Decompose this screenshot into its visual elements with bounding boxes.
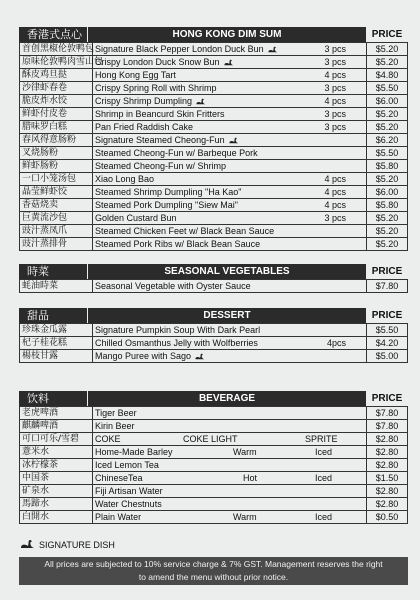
vegetables-header (19, 264, 408, 279)
beverage-options (95, 446, 364, 458)
item-price: $2.80 (367, 485, 408, 498)
menu-row (20, 350, 408, 363)
dim-sum-header (19, 27, 408, 42)
item-quantity: 3 pcs (324, 57, 346, 67)
menu-row (20, 173, 408, 186)
item-chinese-name: 鲜虾肠粉 (20, 160, 93, 173)
item-english-name: Steamed Shrimp Dumpling "Ha Kao" (95, 187, 242, 197)
beverage-option: Warm (233, 447, 257, 457)
beverage-option: Warm (233, 512, 257, 522)
menu-row (20, 160, 408, 173)
menu-row (20, 108, 408, 121)
vegetables-table (19, 279, 408, 293)
swan-icon (223, 59, 234, 66)
item-english-name: Steamed Cheong-Fun w/ Shrimp (95, 161, 227, 171)
item-chinese-name: 薏米水 (20, 446, 93, 459)
beverage-options (95, 433, 364, 445)
item-chinese-name: 香菇烧卖 (20, 199, 93, 212)
item-chinese-name: 一口小笼汤包 (20, 173, 93, 186)
item-quantity: 3 pcs (324, 122, 346, 132)
item-price: $5.20 (367, 238, 408, 251)
signature-legend (19, 539, 115, 551)
item-price: $2.80 (367, 459, 408, 472)
service-charge-note (19, 557, 408, 585)
dim-sum-section (19, 27, 408, 251)
menu-row (20, 212, 408, 225)
item-chinese-name: 腊味罗白糕 (20, 121, 93, 134)
item-price: $4.80 (367, 69, 408, 82)
dim-sum-header-cn: 香港式点心 (19, 27, 87, 42)
item-quantity: 4pcs (326, 338, 346, 348)
item-description (93, 82, 367, 95)
item-chinese-name: 馬蹄水 (20, 498, 93, 511)
item-quantity: 3 pcs (324, 109, 346, 119)
menu-row (20, 280, 408, 293)
item-price: $5.20 (367, 108, 408, 121)
menu-row (20, 433, 408, 446)
item-description (93, 225, 367, 238)
item-price: $6.00 (367, 95, 408, 108)
item-price: $5.20 (367, 225, 408, 238)
item-chinese-name: 麒麟啤酒 (20, 420, 93, 433)
item-description (93, 121, 367, 134)
item-chinese-name: 酥皮鸡旦挞 (20, 69, 93, 82)
dessert-header (19, 308, 408, 323)
menu-row (20, 498, 408, 511)
item-english-name: Steamed Pork Dumpling "Siew Mai" (95, 200, 238, 210)
menu-row (20, 225, 408, 238)
dessert-header-en: DESSERT (87, 308, 366, 323)
item-quantity: 4 pcs (324, 96, 346, 106)
beverage-table (19, 406, 408, 524)
item-price: $2.80 (367, 498, 408, 511)
menu-row (20, 238, 408, 251)
dessert-table (19, 323, 408, 363)
item-english-name: Crispy Shrimp Dumpling (95, 96, 193, 106)
item-description (93, 446, 367, 459)
item-quantity: 4 pcs (324, 187, 346, 197)
swan-icon (194, 353, 205, 360)
item-english-name: Chilled Osmanthus Jelly with Wolfberries (95, 338, 258, 348)
menu-row (20, 121, 408, 134)
item-description (93, 147, 367, 160)
menu-row (20, 472, 408, 485)
menu-row (20, 186, 408, 199)
item-description (93, 43, 367, 56)
item-chinese-name: 老虎啤酒 (20, 407, 93, 420)
item-english-name: Signature Black Pepper London Duck Bun (95, 44, 264, 54)
item-description (93, 324, 367, 337)
beverage-options (95, 511, 364, 523)
beverage-options (95, 472, 364, 484)
item-price: $5.20 (367, 121, 408, 134)
item-price: $7.80 (367, 280, 408, 293)
item-price: $5.50 (367, 147, 408, 160)
item-description (93, 134, 367, 147)
item-quantity: 3 pcs (324, 213, 346, 223)
beverage-header (19, 391, 408, 406)
swan-icon (195, 98, 206, 105)
note-line-2: to amend the menu without prior notice. (138, 572, 289, 582)
item-quantity: 3 pcs (324, 83, 346, 93)
menu-row (20, 95, 408, 108)
item-description (93, 407, 367, 420)
item-description (93, 511, 367, 524)
swan-icon (267, 46, 278, 53)
item-description (93, 280, 367, 293)
item-english-name: Steamed Pork Ribs w/ Black Bean Sauce (95, 239, 261, 249)
item-price: $7.80 (367, 420, 408, 433)
item-price: $1.50 (367, 472, 408, 485)
menu-row (20, 147, 408, 160)
menu-row (20, 337, 408, 350)
item-chinese-name: 蚝油時菜 (20, 280, 93, 293)
item-english-name: Water Chestnuts (95, 499, 162, 509)
swan-icon (19, 539, 35, 551)
item-chinese-name: 珍珠金瓜露 (20, 324, 93, 337)
vegetables-section (19, 264, 408, 293)
item-price: $2.80 (367, 446, 408, 459)
beverage-header-en: BEVERAGE (87, 391, 366, 406)
item-chinese-name: 沙律虾春卷 (20, 82, 93, 95)
item-price: $5.80 (367, 160, 408, 173)
item-description (93, 485, 367, 498)
item-description (93, 433, 367, 446)
item-chinese-name: 冰柠檬茶 (20, 459, 93, 472)
item-price: $5.20 (367, 212, 408, 225)
item-price: $0.50 (367, 511, 408, 524)
item-chinese-name: 晶莹鲜虾饺 (20, 186, 93, 199)
item-chinese-name: 首创黑椒伦敦鸭包 (20, 43, 93, 56)
item-english-name: Kirin Beer (95, 421, 135, 431)
item-price: $5.20 (367, 56, 408, 69)
dim-sum-price-label: PRICE (371, 29, 403, 40)
item-description (93, 95, 367, 108)
item-english-name: Hong Kong Egg Tart (95, 70, 176, 80)
swan-icon (228, 137, 239, 144)
item-english-name: Steamed Chicken Feet w/ Black Bean Sauce (95, 226, 275, 236)
item-english-name: Home-Made Barley (95, 447, 173, 457)
item-price: $2.80 (367, 433, 408, 446)
item-chinese-name: 脆皮炸水饺 (20, 95, 93, 108)
item-description (93, 238, 367, 251)
item-description (93, 173, 367, 186)
dim-sum-header-en: HONG KONG DIM SUM (87, 27, 366, 42)
item-english-name: Crispy London Duck Snow Bun (95, 57, 220, 67)
beverage-price-label: PRICE (371, 393, 403, 404)
item-chinese-name: 白開水 (20, 511, 93, 524)
item-price: $5.50 (367, 82, 408, 95)
item-description (93, 498, 367, 511)
item-description (93, 108, 367, 121)
item-price: $5.00 (367, 350, 408, 363)
menu-row (20, 134, 408, 147)
menu-row (20, 407, 408, 420)
dessert-header-cn: 甜品 (19, 308, 87, 323)
vegetables-price-label: PRICE (371, 266, 403, 277)
item-english-name: COKE (95, 434, 121, 444)
beverage-option: Iced (315, 512, 333, 522)
item-chinese-name: 鲜虾付皮卷 (20, 108, 93, 121)
item-price: $4.20 (367, 337, 408, 350)
item-english-name: Steamed Cheong-Fun w/ Barbeque Pork (95, 148, 258, 158)
beverage-option: Hot (243, 473, 258, 483)
dessert-section (19, 308, 408, 363)
beverage-option: Iced (315, 447, 333, 457)
item-price: $6.00 (367, 186, 408, 199)
item-chinese-name: 可口可乐/雪碧 (20, 433, 93, 446)
item-quantity: 4 pcs (324, 70, 346, 80)
item-english-name: Signature Pumpkin Soup With Dark Pearl (95, 325, 261, 335)
item-english-name: Fiji Artisan Water (95, 486, 163, 496)
menu-row (20, 199, 408, 212)
item-description (93, 472, 367, 485)
item-chinese-name: 豉汁蒸排骨 (20, 238, 93, 251)
menu-row (20, 446, 408, 459)
item-chinese-name: 巨黄流沙包 (20, 212, 93, 225)
item-chinese-name: 叉烧肠粉 (20, 147, 93, 160)
item-quantity: 4 pcs (324, 174, 346, 184)
item-english-name: Mango Puree with Sago (95, 351, 192, 361)
item-description (93, 212, 367, 225)
item-description (93, 459, 367, 472)
beverage-option: Iced (315, 473, 333, 483)
item-chinese-name: 杞子桂花糕 (20, 337, 93, 350)
menu-row (20, 43, 408, 56)
item-price: $6.20 (367, 134, 408, 147)
menu-row (20, 56, 408, 69)
note-line-1: All prices are subjected to 10% service charge & 7% GST. Management reserves the right (44, 559, 383, 569)
item-price: $5.50 (367, 324, 408, 337)
dessert-price-label: PRICE (371, 310, 403, 321)
item-english-name: Golden Custard Bun (95, 213, 177, 223)
menu-row (20, 420, 408, 433)
item-english-name: Plain Water (95, 512, 142, 522)
item-description (93, 199, 367, 212)
item-price: $5.20 (367, 173, 408, 186)
vegetables-header-en: SEASONAL VEGETABLES (87, 264, 366, 279)
menu-row (20, 485, 408, 498)
menu-row (20, 459, 408, 472)
menu-row (20, 324, 408, 337)
item-english-name: ChineseTea (95, 473, 143, 483)
beverage-option: SPRITE (305, 434, 338, 444)
item-description (93, 69, 367, 82)
beverage-option: COKE LIGHT (183, 434, 238, 444)
item-description (93, 186, 367, 199)
beverage-section (19, 391, 408, 524)
item-english-name: Pan Fried Raddish Cake (95, 122, 194, 132)
item-price: $7.80 (367, 407, 408, 420)
item-quantity: 3 pcs (324, 44, 346, 54)
item-description (93, 337, 367, 350)
item-english-name: Shrimp in Beancurd Skin Fritters (95, 109, 225, 119)
menu-row (20, 69, 408, 82)
item-chinese-name: 豉汁蒸凤爪 (20, 225, 93, 238)
item-chinese-name: 原味伦敦鸭肉雪山包 (20, 56, 93, 69)
item-description (93, 160, 367, 173)
signature-legend-label: SIGNATURE DISH (39, 540, 115, 550)
item-chinese-name: 矿泉水 (20, 485, 93, 498)
item-chinese-name: 中国茶 (20, 472, 93, 485)
item-price: $5.20 (367, 43, 408, 56)
item-english-name: Xiao Long Bao (95, 174, 155, 184)
menu-row (20, 82, 408, 95)
item-description (93, 350, 367, 363)
menu-row (20, 511, 408, 524)
vegetables-header-cn: 時菜 (19, 264, 87, 279)
item-english-name: Iced Lemon Tea (95, 460, 159, 470)
item-english-name: Signature Steamed Cheong-Fun (95, 135, 225, 145)
item-english-name: Tiger Beer (95, 408, 137, 418)
item-english-name: Crispy Spring Roll with Shrimp (95, 83, 217, 93)
dim-sum-table (19, 42, 408, 251)
item-description (93, 420, 367, 433)
item-price: $5.80 (367, 199, 408, 212)
item-quantity: 4 pcs (324, 200, 346, 210)
item-english-name: Seasonal Vegetable with Oyster Sauce (95, 281, 251, 291)
beverage-header-cn: 饮料 (19, 391, 87, 406)
item-chinese-name: 春风得意肠粉 (20, 134, 93, 147)
item-chinese-name: 楊枝甘露 (20, 350, 93, 363)
item-description (93, 56, 367, 69)
